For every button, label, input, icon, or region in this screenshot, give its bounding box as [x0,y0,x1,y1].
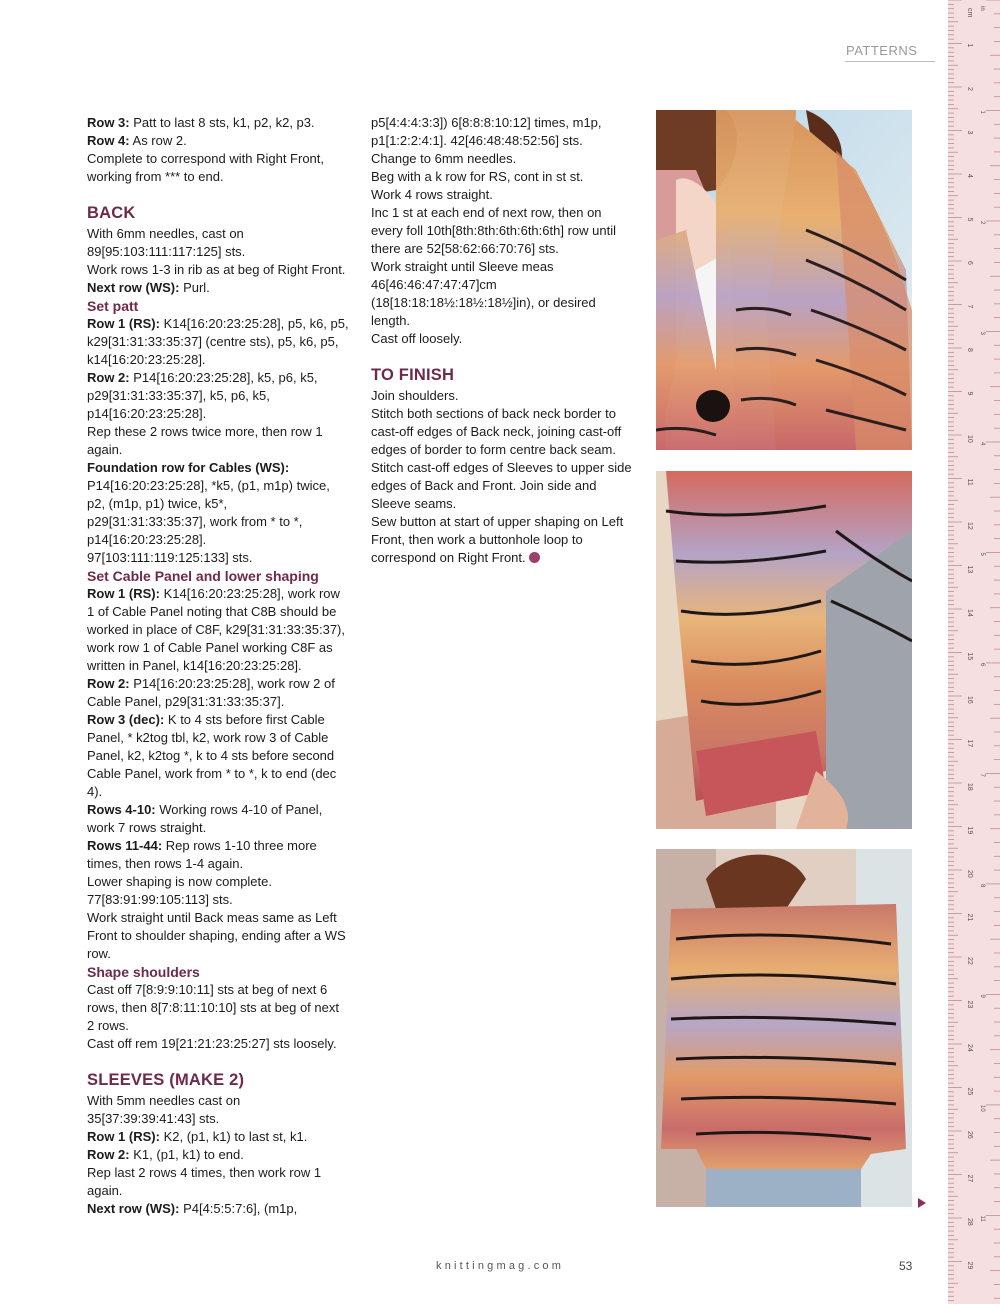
ruler-cm-label: 14 [966,609,973,617]
pattern-column-1 [87,114,349,1218]
ruler-inch-label: 5 [979,552,985,556]
sleeves-heading: SLEEVES (MAKE 2) [87,1071,245,1089]
ruler-inch-label: 7 [979,773,985,777]
cable-rows-4-10: Rows 4-10: Working rows 4-10 of Panel, work 7 rows straight. [87,802,323,835]
cardigan-sleeve-photo [656,471,912,829]
ruler-cm-label: 12 [966,522,973,530]
ruler-cm-label: 2 [966,87,973,91]
begin-k-row: Beg with a k row for RS, cont in st st. [371,169,584,184]
ruler-cm-label: 10 [966,435,973,443]
back-cast-on: With 6mm needles, cast on 89[95:103:111:117:125] sts. [87,226,246,259]
cable-panel-heading: Set Cable Panel and lower shaping [87,568,319,584]
rep-two-rows: Rep these 2 rows twice more, then row 1 again. [87,424,323,457]
back-rib: Work rows 1-3 in rib as at beg of Right Front. [87,262,346,277]
row4-line: Row 4: As row 2. [87,133,187,148]
sleeve-row1: Row 1 (RS): K2, (p1, k1) to last st, k1. [87,1129,308,1144]
lower-shaping-complete: Lower shaping is now complete. 77[83:91:99:105:113] sts. [87,874,272,907]
ruler-cm-label: 26 [966,1131,973,1139]
complete-text: Complete to correspond with Right Front, working from *** to end. [87,151,324,184]
ruler-inch-label: 4 [979,442,985,446]
ruler-cm-label: 5 [966,217,973,222]
ruler-cm-label: 6 [966,261,973,265]
section-rule [845,61,935,62]
work-four-rows: Work 4 rows straight. [371,187,493,202]
join-shoulders: Join shoulders. [371,388,459,403]
ruler-cm-label: 21 [966,913,973,922]
ruler-inch-label: 10 [979,1105,985,1112]
cable-row3: Row 3 (dec): K to 4 sts before first Cable Panel, * k2tog tbl, k2, work row 3 of Cable Panel, k2, k2tog *, k to 4 sts before second Cable Panel, work from * to *, k to end (dec 4). [87,712,337,799]
cardigan-back-image [656,849,912,1207]
next-page-arrow-icon [918,1198,926,1208]
yarn-ball-end-icon [529,552,540,563]
ruler-cm-label: 13 [966,565,973,574]
change-needles: Change to 6mm needles. [371,151,517,166]
sleeves-cast-on: With 5mm needles cast on 35[37:39:39:41:43] sts. [87,1093,241,1126]
ruler-cm-label: 15 [966,652,973,661]
stitch-borders: Stitch both sections of back neck border to cast-off edges of Back neck, joining cast-off edges of border to form centre back seam. Stitch cast-off edges of Sleeves to upper side edges of Back and Front. Join side and Sleeve seams. [371,406,632,511]
back-heading: BACK [87,204,136,222]
sew-button: Sew button at start of upper shaping on Left Front, then work a buttonhole loop to correspond on Right Front. [371,514,624,565]
ruler-cm-label: 9 [966,391,973,396]
row3-line: Row 3: Patt to last 8 sts, k1, p2, k2, p3. [87,115,315,130]
ruler-cm-label: cm [966,8,973,18]
ruler-cm-label: 28 [966,1218,973,1226]
cardigan-sleeve-image [656,471,912,829]
sleeve-next-row: Next row (WS): P4[4:5:5:7:6], (m1p, [87,1201,298,1216]
ruler-inch-label: 9 [979,994,985,998]
cast-off-loosely: Cast off loosely. [371,331,463,346]
ruler-cm-label: 24 [966,1044,973,1052]
back-next-row: Next row (WS): Purl. [87,280,210,295]
footer-site: knittingmag.com [436,1260,565,1272]
measuring-ruler [948,0,1000,1304]
to-finish-heading: TO FINISH [371,366,455,384]
ruler-inch-label: 1 [979,110,985,114]
ruler-cm-label: 20 [966,870,973,878]
ruler-cm-label: 4 [966,174,973,178]
ruler-inch-label: 2 [979,221,985,225]
cable-row2: Row 2: P14[16:20:23:25:28], work row 2 of Cable Panel, p29[31:31:33:35:37]. [87,676,335,709]
cardigan-front-image [656,110,912,450]
ruler-cm-label: 17 [966,739,973,748]
ruler-inch-label: in [979,6,985,11]
ruler-cm-label: 16 [966,696,973,704]
shape-shoulders-heading: Shape shoulders [87,964,200,980]
cable-rows-11-44: Rows 11-44: Rep rows 1-10 three more times, then rows 1-4 again. [87,838,317,871]
ruler-cm-label: 8 [966,348,973,352]
cast-off-remaining: Cast off rem 19[21:21:23:25:27] sts loosely. [87,1036,337,1051]
foundation-row: Foundation row for Cables (WS): P14[16:20:23:25:28], *k5, (p1, m1p) twice, p2, (m1p, p1) twice, k5*, p29[31:31:33:35:37], work from * to *, p14[16:20:23:25:28]. 97[103:111:119:125:133] sts. [87,460,330,565]
sleeve-rep: Rep last 2 rows 4 times, then work row 1 again. [87,1165,322,1198]
ruler-inch-label: 11 [979,1215,985,1222]
ruler-cm-label: 3 [966,130,973,135]
ruler-inch-label: 8 [979,884,985,888]
ruler-inch-label: 6 [979,663,985,667]
section-label: PATTERNS [846,43,918,58]
set-patt-heading: Set patt [87,298,139,314]
sleeve-continued: p5[4:4:4:3:3]) 6[8:8:8:10:12] times, m1p, p1[1:2:2:4:1]. 42[46:48:48:52:56] sts. [371,115,602,148]
cable-row1: Row 1 (RS): K14[16:20:23:25:28], work row 1 of Cable Panel noting that C8B should be worked in place of C8F, k29[31:31:33:35:37), work row 1 of Cable Panel working C8F as written in Panel, k14[16:20:23:25:28]. [87,586,345,673]
work-straight-back: Work straight until Back meas same as Left Front to shoulder shaping, ending after a WS row. [87,910,346,961]
patt-row1: Row 1 (RS): K14[16:20:23:25:28], p5, k6, p5, k29[31:31:33:35:37] (centre sts), p5, k6, p5, k14[16:20:23:25:28]. [87,316,349,367]
shoulders-text: Cast off 7[8:9:9:10:11] sts at beg of next 6 rows, then 8[7:8:11:10:10] sts at beg of next 2 rows. [87,982,339,1033]
ruler-cm-label: 29 [966,1261,973,1270]
ruler-cm-label: 7 [966,304,973,309]
patt-row2: Row 2: P14[16:20:23:25:28], k5, p6, k5, p29[31:31:33:35:37], k5, p6, k5, p14[16:20:23:25:28]. [87,370,318,421]
ruler-cm-label: 22 [966,957,973,965]
ruler-inch-label: 3 [979,331,985,335]
ruler-cm-label: 1 [966,43,973,48]
ruler-cm-label: 19 [966,826,973,835]
increase-text: Inc 1 st at each end of next row, then on every foll 10th[8th:8th:6th:6th:6th] row until there are 52[58:62:66:70:76] sts. [371,205,616,256]
ruler-cm-label: 23 [966,1000,973,1009]
ruler-cm-label: 11 [966,478,973,486]
cardigan-front-photo [656,110,912,450]
sleeve-row2: Row 2: K1, (p1, k1) to end. [87,1147,244,1162]
ruler-cm-label: 18 [966,783,973,791]
pattern-column-2 [371,114,633,567]
cardigan-back-photo [656,849,912,1207]
ruler-cm-label: 27 [966,1174,973,1183]
page-number: 53 [899,1259,913,1273]
work-until-length: Work straight until Sleeve meas 46[46:46:47:47:47]cm (18[18:18:18½:18½:18½]in), or desired length. [371,259,596,328]
ruler-cm-label: 25 [966,1087,973,1096]
